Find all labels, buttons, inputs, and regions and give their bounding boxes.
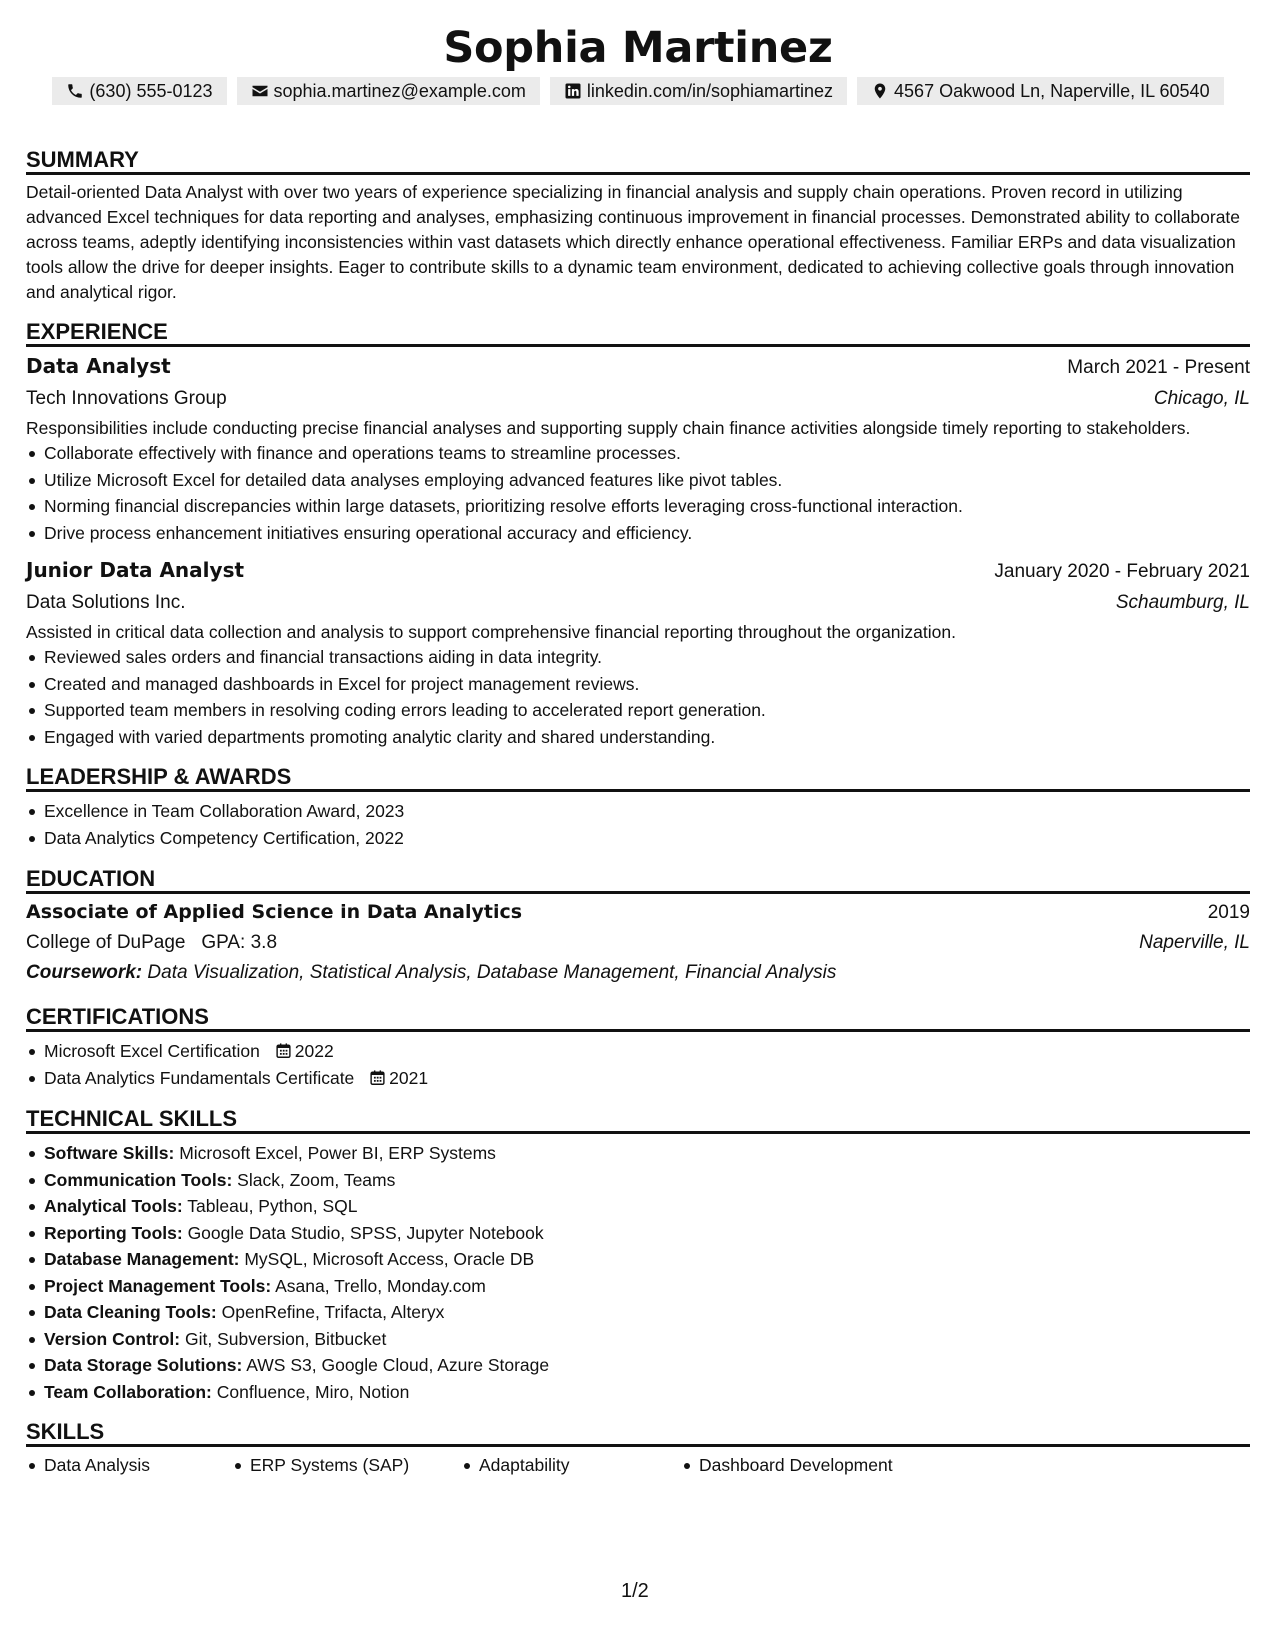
coursework-text: Data Visualization, Statistical Analysis, Database Management, Financial Analysis xyxy=(147,962,837,983)
experience-heading: EXPERIENCE xyxy=(26,317,1250,347)
job-location: Schaumburg, IL xyxy=(1115,592,1250,613)
skill-value: Tableau, Python, SQL xyxy=(187,1196,358,1216)
skill-label: Team Collaboration: xyxy=(44,1381,212,1402)
job-bullets xyxy=(26,644,1250,750)
skill-value: Google Data Studio, SPSS, Jupyter Notebook xyxy=(187,1222,544,1243)
phone-chip xyxy=(52,77,226,105)
list-item xyxy=(26,1379,1250,1406)
gpa: GPA: 3.8 xyxy=(201,932,278,953)
list-item xyxy=(26,1220,1250,1247)
phone-icon xyxy=(66,82,84,100)
skill-label: Analytical Tools: xyxy=(44,1196,183,1216)
school-location: Naperville, IL xyxy=(1139,932,1250,953)
list-item: Data Analytics Competency Certification, 2022 xyxy=(26,825,1250,852)
education-heading: EDUCATION xyxy=(26,864,1250,894)
skill-label: Version Control: xyxy=(44,1328,181,1349)
resume-page xyxy=(26,0,1250,1478)
job-entry xyxy=(26,554,1250,750)
list-item xyxy=(26,1246,1250,1273)
skill-value: AWS S3, Google Cloud, Azure Storage xyxy=(246,1355,550,1375)
skill-label: Communication Tools: xyxy=(44,1169,233,1190)
skill-label: Reporting Tools: xyxy=(44,1222,183,1243)
job-bullets xyxy=(26,440,1250,546)
skill-label: Data Storage Solutions: xyxy=(44,1355,243,1375)
list-item: Dashboard Development xyxy=(681,1452,941,1478)
skill-label: Software Skills: xyxy=(44,1143,175,1163)
summary-heading: SUMMARY xyxy=(26,145,1250,175)
leadership-list xyxy=(26,798,1250,851)
envelope-icon xyxy=(251,82,269,100)
job-description: Responsibilities include conducting precise financial analyses and supporting supply chain finance activities alongside timely reporting to stakeholders. xyxy=(26,418,1191,438)
list-item xyxy=(26,1326,1250,1353)
map-marker-icon xyxy=(871,82,889,100)
address-chip xyxy=(857,77,1224,105)
cert-year: 2022 xyxy=(294,1041,334,1061)
candidate-name: Sophia Martinez xyxy=(443,23,833,73)
list-item: Supported team members in resolving coding errors leading to accelerated report generation. xyxy=(26,697,1250,724)
skill-value: Confluence, Miro, Notion xyxy=(216,1381,410,1402)
list-item xyxy=(26,1299,1250,1326)
skill-value: Git, Subversion, Bitbucket xyxy=(185,1328,387,1349)
calendar-icon xyxy=(369,1069,386,1086)
cert-name: Data Analytics Fundamentals Certificate xyxy=(44,1067,355,1088)
technical-skills-section xyxy=(26,1104,1250,1405)
skills-heading: SKILLS xyxy=(26,1417,1250,1447)
job-date: March 2021 - Present xyxy=(1067,357,1250,378)
coursework-label: Coursework: xyxy=(26,962,143,983)
phone-text: (630) 555-0123 xyxy=(89,81,213,101)
education-section xyxy=(26,864,1250,988)
list-item xyxy=(26,1193,1250,1220)
list-item: Norming financial discrepancies within large datasets, prioritizing resolve efforts leveraging cross-functional interaction. xyxy=(26,493,1250,520)
leadership-heading: LEADERSHIP & AWARDS xyxy=(26,762,1250,792)
job-title: Junior Data Analyst xyxy=(26,558,245,582)
linkedin-chip[interactable] xyxy=(550,77,847,105)
list-item: Excellence in Team Collaboration Award, 2023 xyxy=(26,798,1250,825)
skill-label: Data Cleaning Tools: xyxy=(44,1302,217,1322)
job-location: Chicago, IL xyxy=(1153,388,1250,409)
list-item xyxy=(26,1273,1250,1300)
skill-value: OpenRefine, Trifacta, Alteryx xyxy=(221,1302,445,1322)
list-item: ERP Systems (SAP) xyxy=(232,1452,461,1478)
list-item: Reviewed sales orders and financial transactions aiding in data integrity. xyxy=(26,644,1250,671)
certifications-section xyxy=(26,1002,1250,1091)
list-item: Data Analysis xyxy=(26,1452,232,1478)
linkedin-link[interactable]: linkedin.com/in/sophiamartinez xyxy=(586,81,834,101)
job-title: Data Analyst xyxy=(26,354,171,378)
linkedin-icon xyxy=(564,82,582,100)
list-item: Engaged with varied departments promoting analytic clarity and shared understanding. xyxy=(26,724,1250,751)
certifications-list xyxy=(26,1038,1250,1091)
job-company: Data Solutions Inc. xyxy=(26,592,186,613)
certifications-heading: CERTIFICATIONS xyxy=(26,1002,1250,1032)
graduation-year: 2019 xyxy=(1207,902,1250,923)
job-company: Tech Innovations Group xyxy=(26,388,227,409)
coursework-line xyxy=(26,958,1250,988)
skill-value: Slack, Zoom, Teams xyxy=(237,1169,396,1190)
cert-name: Microsoft Excel Certification xyxy=(44,1041,260,1061)
list-item: Utilize Microsoft Excel for detailed data analyses employing advanced features like pivot tables. xyxy=(26,467,1250,494)
list-item xyxy=(26,1167,1250,1194)
skill-label: Project Management Tools: xyxy=(44,1275,272,1296)
skills-section xyxy=(26,1417,1250,1478)
list-item: Created and managed dashboards in Excel for project management reviews. xyxy=(26,671,1250,698)
technical-skills-list xyxy=(26,1140,1250,1405)
summary-text: Detail-oriented Data Analyst with over two years of experience specializing in financial analysis and supply chain operations. Proven record in utilizing advanced Excel techniques for data reporting and analyses, emphasizing continuous improvement in financial processes. Demonstrated ability to collaborate across teams, adeptly identifying inconsistencies within vast datasets which directly enhance operational effectiveness. Familiar ERPs and data visualization tools allow the drive for deeper insights. Eager to contribute skills to a dynamic team environment, dedicated to achieving collective goals through innovation and analytical rigor. xyxy=(26,182,1241,302)
skill-label: Database Management: xyxy=(44,1249,240,1269)
list-item xyxy=(26,1140,1250,1167)
job-entry xyxy=(26,350,1250,546)
job-description: Assisted in critical data collection and analysis to support comprehensive financial reporting throughout the organization. xyxy=(26,622,956,642)
summary-section xyxy=(26,145,1250,305)
list-item xyxy=(26,1352,1250,1379)
job-date: January 2020 - February 2021 xyxy=(994,561,1250,582)
skill-value: Microsoft Excel, Power BI, ERP Systems xyxy=(179,1143,496,1163)
list-item: Adaptability xyxy=(461,1452,681,1478)
calendar-icon xyxy=(275,1042,292,1059)
leadership-section xyxy=(26,762,1250,851)
list-item xyxy=(26,1065,1250,1092)
school-name: College of DuPage xyxy=(26,932,186,953)
page-number: 1/2 xyxy=(621,1580,649,1602)
skills-list xyxy=(26,1452,1250,1478)
list-item: Collaborate effectively with finance and operations teams to streamline processes. xyxy=(26,440,1250,467)
cert-year: 2021 xyxy=(389,1067,429,1088)
list-item: Drive process enhancement initiatives ensuring operational accuracy and efficiency. xyxy=(26,520,1250,547)
address-text: 4567 Oakwood Ln, Naperville, IL 60540 xyxy=(894,81,1210,101)
list-item xyxy=(26,1038,1250,1065)
skill-value: Asana, Trello, Monday.com xyxy=(275,1275,486,1296)
technical-skills-heading: TECHNICAL SKILLS xyxy=(26,1104,1250,1134)
experience-section xyxy=(26,317,1250,750)
skill-value: MySQL, Microsoft Access, Oracle DB xyxy=(244,1249,535,1269)
email-link[interactable]: sophia.martinez@example.com xyxy=(273,81,526,101)
email-chip[interactable] xyxy=(237,77,540,105)
contact-row xyxy=(26,77,1250,105)
degree-title: Associate of Applied Science in Data Analytics xyxy=(26,901,523,923)
